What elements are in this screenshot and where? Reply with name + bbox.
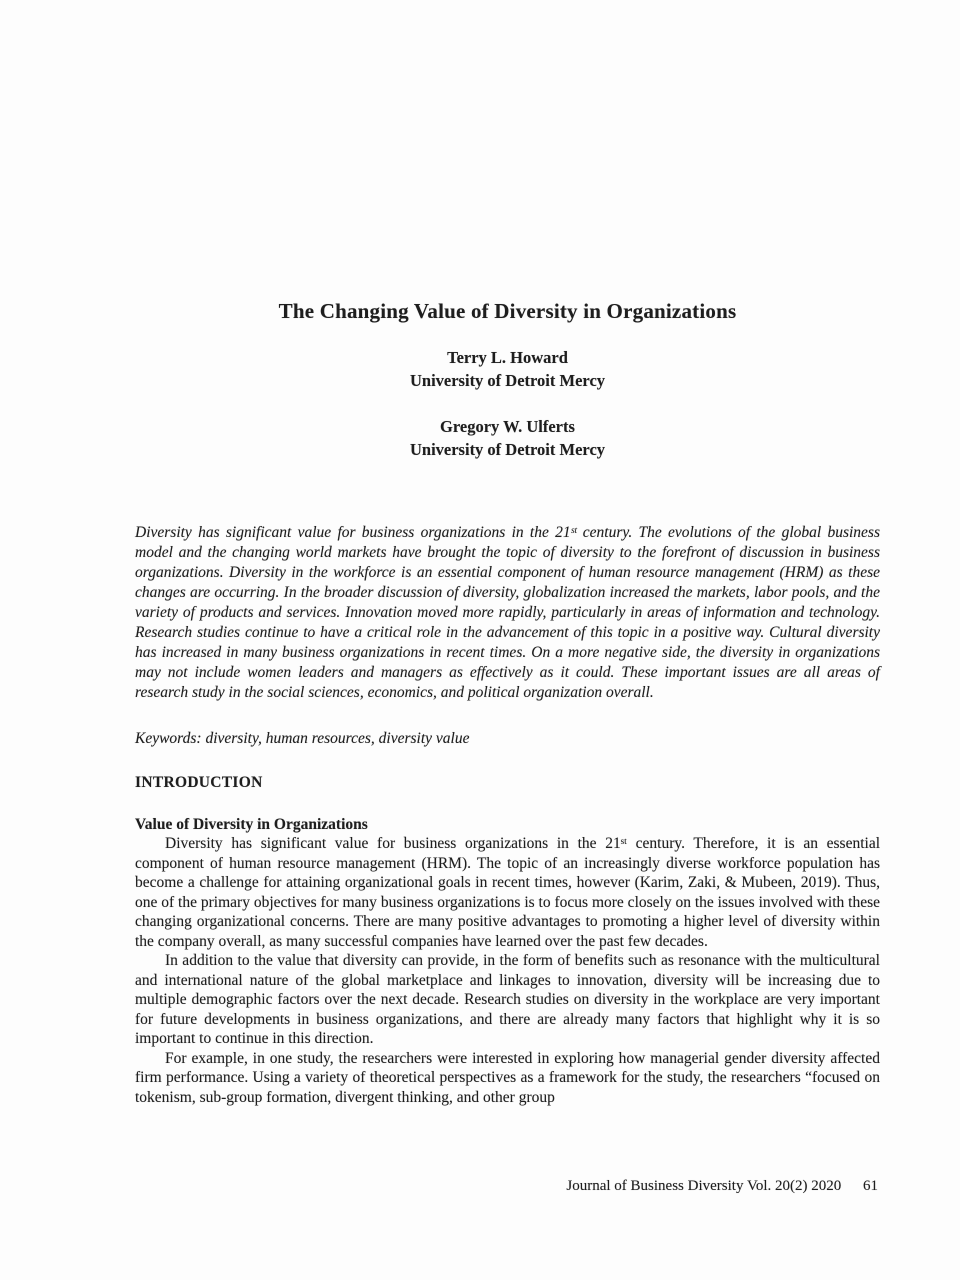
footer-page-number: 61 (863, 1178, 878, 1194)
page-footer (566, 1178, 878, 1195)
author-name: Gregory W. Ulferts (440, 417, 575, 436)
abstract-text: Diversity has significant value for business organizations in the 21ˢᵗ century. The evolutions of the global business model and the changing world markets have brought the topic of diversity to the forefront of discussion in business organizations. Diversity in the workforce is an essential component of human resource management (HRM) as these changes are occurring. In the broader discussion of diversity, globalization increased the markets, labor pools, and the variety of products and services. Innovation moved more rapidly, particularly in areas of information and technology. Research studies continue to have a critical role in the advancement of this topic in a positive way. Cultural diversity has increased in many business organizations in recent times. On a more negative side, the diversity in organizations may not include women leaders and managers as effectively as it could. These important issues are all areas of research study in the social sciences, economics, and political organization overall. (135, 524, 880, 701)
body-paragraph: Diversity has significant value for business organizations in the 21ˢᵗ century. Therefore, it is an essential component of human resource management (HRM). The topic of an increasingly diverse workforce population has become a challenge for attaining organizational goals in recent times, however (Karim, Zaki, & Mubeen, 2019). Thus, one of the primary objectives for many business organizations is to focus more closely on the issues involved with these changing organizational concerns. There are many positive advantages to promoting a higher level of diversity within the company overall, as many successful companies have learned over the past few decades. (135, 835, 880, 950)
body-paragraph: In addition to the value that diversity can provide, in the form of benefits such as resonance with the multicultural and international nature of the global marketplace and linkages to innovation, diversity will be increasing due to multiple demographic factors over the next decade. Research studies on diversity in the workplace are very important for future developments in business organizations, and there are already many factors that highlight why it is so important to continue in this direction. (135, 952, 880, 1047)
keywords-line: Keywords: diversity, human resources, diversity value (135, 730, 470, 747)
author-block (135, 346, 880, 392)
paper-title: The Changing Value of Diversity in Organizations (278, 299, 737, 323)
footer-journal-info: Journal of Business Diversity Vol. 20(2) 2020 (566, 1178, 842, 1194)
section-heading-introduction: INTRODUCTION (135, 774, 263, 791)
page-content (135, 0, 880, 1107)
body-paragraph: For example, in one study, the researchers were interested in exploring how managerial gender diversity affected firm performance. Using a variety of theoretical perspectives as a framework for the study, the researchers “focused on tokenism, sub-group formation, divergent thinking, and other group (135, 1049, 880, 1106)
author-affiliation: University of Detroit Mercy (409, 371, 606, 390)
subsection-heading-value-of-diversity: Value of Diversity in Organizations (135, 816, 368, 833)
author-affiliation: University of Detroit Mercy (409, 440, 606, 459)
author-block (135, 415, 880, 461)
author-name: Terry L. Howard (447, 348, 568, 367)
